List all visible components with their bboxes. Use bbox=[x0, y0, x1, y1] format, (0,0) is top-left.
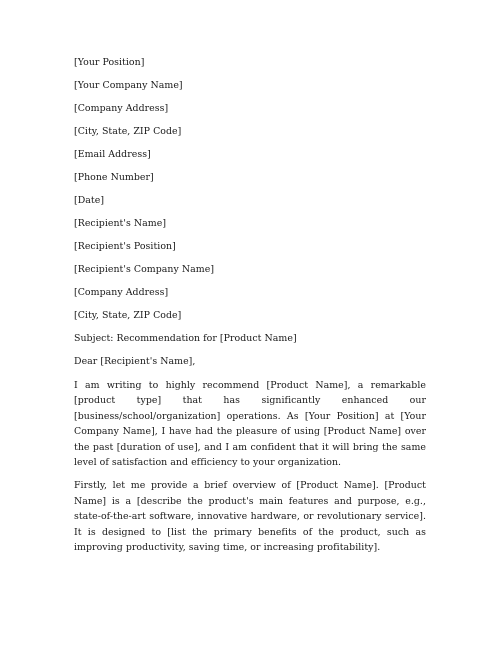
sender-email: [Email Address] bbox=[74, 149, 151, 160]
sender-city-state-zip: [City, State, ZIP Code] bbox=[74, 126, 182, 137]
recipient-company-name: [Recipient's Company Name] bbox=[74, 264, 215, 275]
recipient-company-address: [Company Address] bbox=[74, 287, 169, 298]
letter-date: [Date] bbox=[74, 195, 105, 206]
sender-phone: [Phone Number] bbox=[74, 172, 154, 183]
subject-line: Subject: Recommendation for [Product Name] bbox=[74, 333, 297, 344]
recipient-city-state-zip: [City, State, ZIP Code] bbox=[74, 310, 182, 321]
sender-company-address: [Company Address] bbox=[74, 103, 169, 114]
sender-position: [Your Position] bbox=[74, 57, 145, 68]
recipient-name: [Recipient's Name] bbox=[74, 218, 167, 229]
letter-body bbox=[74, 56, 426, 563]
recipient-position: [Recipient's Position] bbox=[74, 241, 176, 252]
sender-company-name: [Your Company Name] bbox=[74, 80, 183, 91]
body-paragraph-overview: Firstly, let me provide a brief overview of [Product Name]. [Product Name] is a [describe the product's main features and purpose, e.g., state-of-the-art software, innovative hardware, or revolutionary service]. It is designed to [list the primary benefits of the product, such as improving productivity, saving time, or increasing profitability]. bbox=[74, 480, 426, 554]
body-paragraph-intro: I am writing to highly recommend [Product Name], a remarkable [product type] that has significantly enhanced our [business/school/organization] operations. As [Your Position] at [Your Company Name], I have had the pleasure of using [Product Name] over the past [duration of use], and I am confident that it will bring the same level of satisfaction and efficiency to your organization. bbox=[74, 380, 426, 469]
salutation: Dear [Recipient's Name], bbox=[74, 356, 196, 367]
